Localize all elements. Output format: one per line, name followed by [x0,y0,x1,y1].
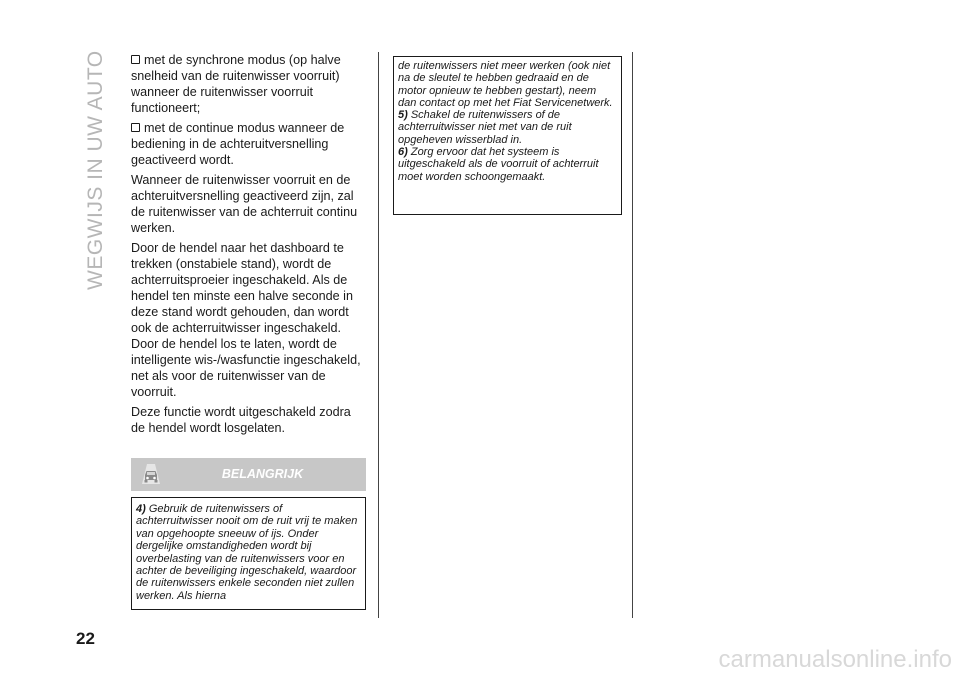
note-4: 4) Gebruik de ruitenwissers of achterruitwisser nooit om de ruit vrij te maken van opgehoopte sneeuw of ijs. Onder dergelijke omstandigheden wordt bij overbelasting van de ruitenwissers voor en achter de beveiliging ingeschakeld, waardoor de ruitenwissers enkele seconden niet zullen werken. Als hierna [136,503,358,602]
paragraph-rear-washer: Door de hendel naar het dashboard te trekken (onstabiele stand), wordt de achterruitsproeier ingeschakeld. Als de hendel ten minste een halve seconde in deze stand wordt gehouden, dan wordt ook de achterruitwisser ingeschakeld. Door de hendel los te laten, wordt de intelligente wis-/wasfunctie ingeschakeld, net als voor de ruitenwisser van de voorruit. [131,241,361,399]
section-title: WEGWIJS IN UW AUTO [84,50,107,290]
main-text-column [131,52,368,440]
note-number: 5) [398,109,408,122]
bullet-item-synchronous: met de synchrone modus (op halve snelheid van de ruitenwisser voorruit) wanneer de ruitenwisser voorruit functioneert; [131,53,341,115]
watermark-text: carmanualsonline.info [718,646,952,673]
warning-title: BELANGRIJK [221,467,304,481]
note-5: 5) Schakel de ruitenwissers of de achterruitwisser niet met van de ruit opgeheven wisserblad in. [398,109,572,146]
bullet-item-continuous: met de continue modus wanneer de bediening in de achteruitversnelling geactiveerd wordt. [131,121,345,167]
note-number: 4) [136,503,146,515]
continued-warning-box [393,56,622,215]
paragraph-continuous-wiping: Wanneer de ruitenwisser voorruit en de achteruitversnelling geactiveerd zijn, zal de ruitenwisser van de achterruit continu werken. [131,173,358,235]
square-bullet-icon [131,123,140,132]
note-6: 6) Zorg ervoor dat het systeem is uitgeschakeld als de voorruit of achterruit moet worden schoongemaakt. [398,146,599,183]
square-bullet-icon [131,55,140,64]
warning-box [131,497,366,610]
note-4-continuation: de ruitenwissers niet meer werken (ook niet na de sleutel te hebben gedraaid en de motor opnieuw te hebben gestart), neem dan contact op met het Fiat Servicenetwerk. [398,60,613,109]
page-number: 22 [76,629,95,648]
column-divider-right [632,52,633,618]
warning-header [131,458,366,491]
paragraph-deactivation: Deze functie wordt uitgeschakeld zodra de hendel wordt losgelaten. [131,405,351,435]
column-divider-left [378,52,379,618]
note-number: 6) [398,146,408,159]
